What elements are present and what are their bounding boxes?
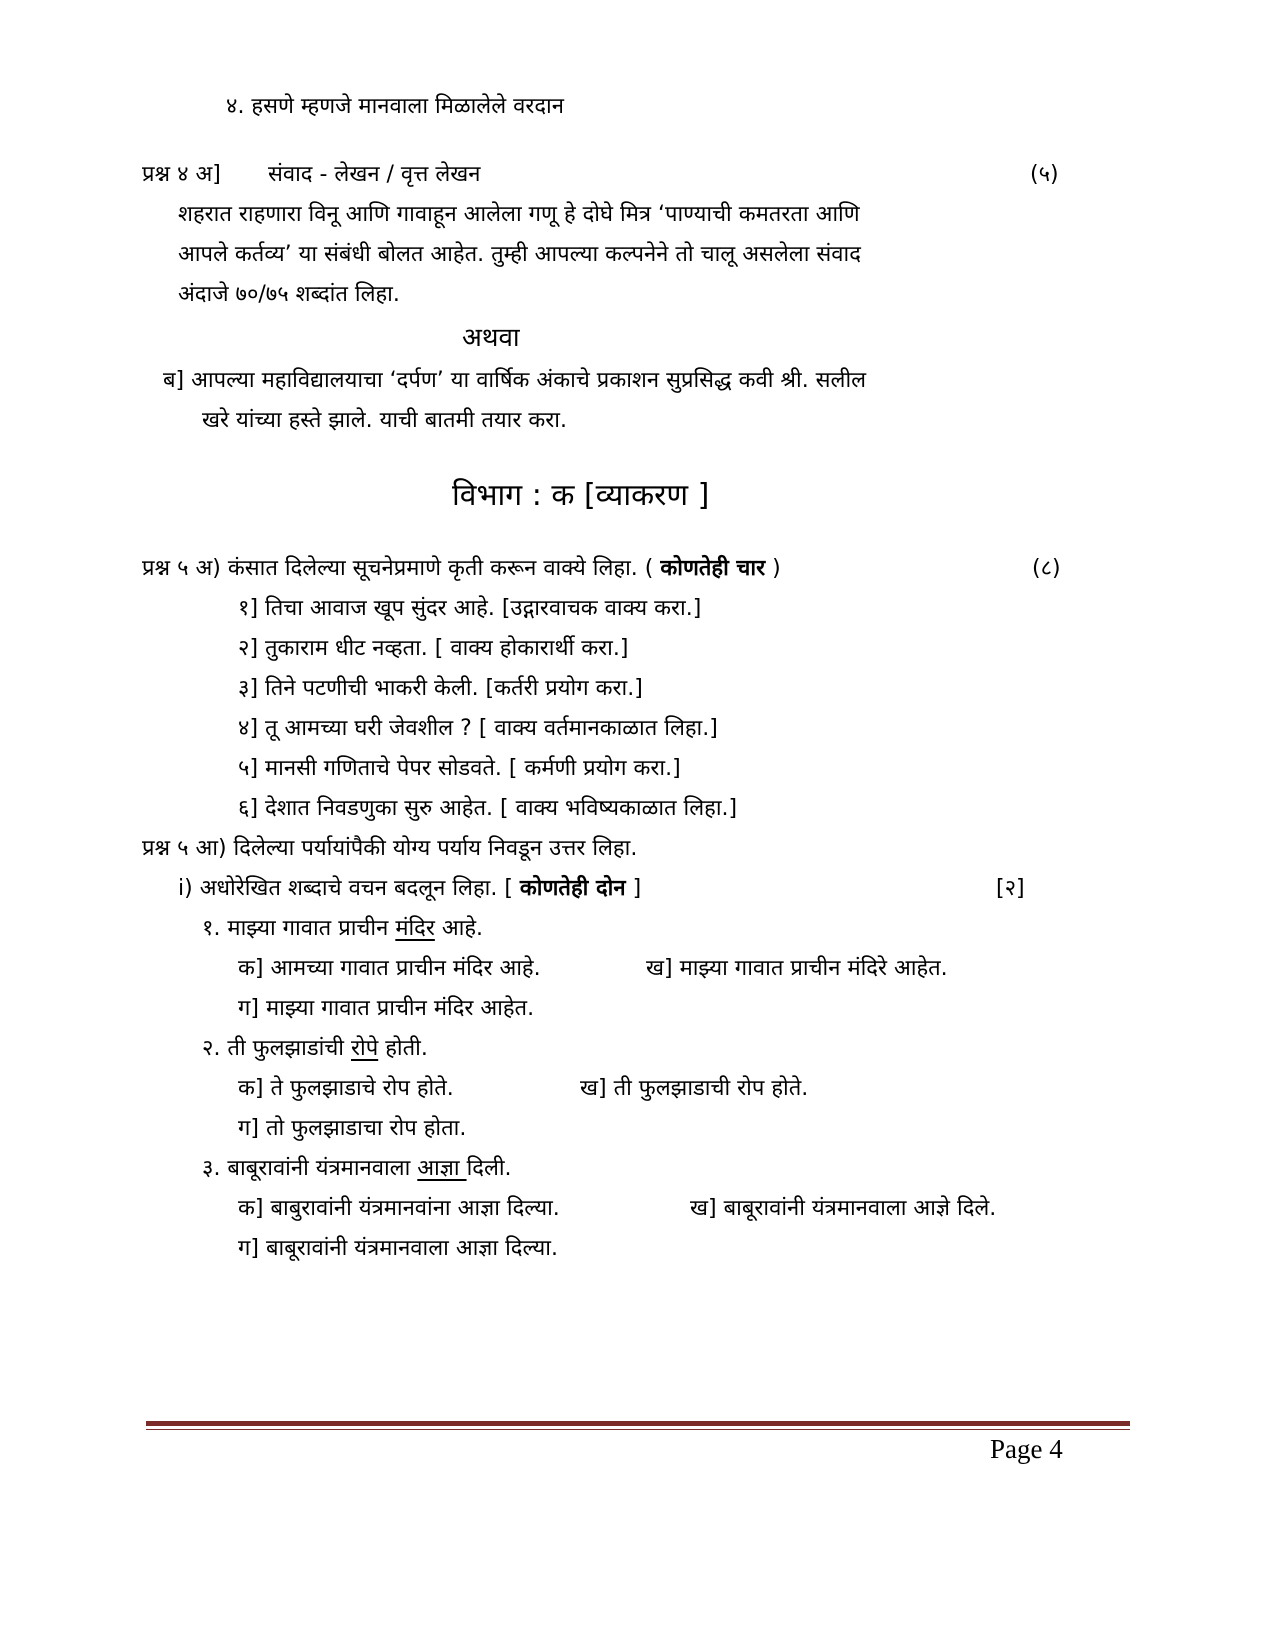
q5a-title [142, 554, 781, 584]
q5a-item: ४] तू आमच्या घरी जेवशील ? [ वाक्य वर्तमानकाळात लिहा.] [238, 716, 718, 741]
q5aa-q1 [202, 914, 483, 944]
q5aa-sub-title [178, 874, 641, 904]
q5a-title-suffix: ) [765, 556, 781, 581]
q5aa-sub-marks: [२] [996, 876, 1025, 901]
q5aa-q2-post: होती. [378, 1036, 428, 1061]
q5a-item: २] तुकाराम धीट नव्हता. [ वाक्य होकारार्थी करा.] [238, 636, 629, 661]
footer-rule-thick [146, 1421, 1130, 1426]
page-number: Page 4 [990, 1434, 1063, 1464]
q5a-title-prefix: प्रश्न ५ अ) कंसात दिलेल्या सूचनेप्रमाणे कृती करून वाक्ये लिहा. ( [142, 556, 661, 581]
q4-para-line: शहरात राहणारा विनू आणि गावाहून आलेला गणू हे दोघे मित्र ‘पाण्याची कमतरता आणि [178, 202, 860, 227]
q5aa-q2-pre: २. ती फुलझाडांची [202, 1036, 351, 1061]
q5aa-q1-option-kh: ख] माझ्या गावात प्राचीन मंदिरे आहेत. [646, 956, 948, 981]
q4-title: संवाद - लेखन / वृत्त लेखन [268, 162, 481, 187]
essay-topic-4: ४. हसणे म्हणजे मानवाला मिळालेले वरदान [226, 94, 564, 119]
q5aa-sub-suffix: ] [625, 876, 642, 901]
q5a-title-bold: कोणतेही चार [660, 556, 766, 581]
q4b-line: खरे यांच्या हस्ते झाले. याची बातमी तयार करा. [202, 408, 567, 433]
q5aa-q3-post: दिली. [466, 1156, 512, 1181]
q5a-item: ३] तिने पटणीची भाकरी केली. [कर्तरी प्रयोग करा.] [238, 676, 643, 701]
q5a-item: ५] मानसी गणिताचे पेपर सोडवते. [ कर्मणी प्रयोग करा.] [238, 756, 681, 781]
q5aa-q1-option-g: ग] माझ्या गावात प्राचीन मंदिर आहेत. [238, 996, 535, 1021]
q5aa-q2-option-k: क] ते फुलझाडाचे रोप होते. [238, 1076, 454, 1101]
q5aa-q1-option-k: क] आमच्या गावात प्राचीन मंदिर आहे. [238, 956, 541, 981]
q4-para-line: अंदाजे ७०/७५ शब्दांत लिहा. [178, 282, 400, 307]
q5aa-sub-prefix: i) अधोरेखित शब्दाचे वचन बदलून लिहा. [ [178, 876, 520, 901]
section-heading: विभाग : क [व्याकरण ] [452, 478, 710, 513]
q5aa-title: प्रश्न ५ आ) दिलेल्या पर्यायांपैकी योग्य पर्याय निवडून उत्तर लिहा. [142, 836, 638, 861]
q5aa-q3-option-kh: ख] बाबूरावांनी यंत्रमानवाला आज्ञे दिले. [690, 1196, 997, 1221]
q5aa-q3-option-g: ग] बाबूरावांनी यंत्रमानवाला आज्ञा दिल्या. [238, 1236, 558, 1261]
q5aa-q2-option-kh: ख] ती फुलझाडाची रोप होते. [580, 1076, 809, 1101]
q4b-line: ब] आपल्या महाविद्यालयाचा ‘दर्पण’ या वार्षिक अंकाचे प्रकाशन सुप्रसिद्ध कवी श्री. सलील [163, 368, 867, 393]
q4-label: प्रश्न ४ अ] [142, 162, 221, 187]
footer-rule-thin [146, 1429, 1130, 1430]
q4-marks: (५) [1030, 162, 1059, 187]
q5aa-q3-underlined-word: आज्ञा [417, 1156, 467, 1181]
q5a-item: ६] देशात निवडणुका सुरु आहेत. [ वाक्य भविष्यकाळात लिहा.] [238, 796, 738, 821]
q5aa-q2-underlined-word: रोपे [351, 1036, 379, 1061]
q4-para-line: आपले कर्तव्य’ या संबंधी बोलत आहेत. तुम्ही आपल्या कल्पनेने तो चालू असलेला संवाद [178, 242, 861, 267]
q5a-item: १] तिचा आवाज खूप सुंदर आहे. [उद्गारवाचक वाक्य करा.] [238, 596, 702, 621]
q5aa-q1-post: आहे. [434, 916, 484, 941]
q5aa-q3 [202, 1154, 512, 1184]
or-separator: अथवा [462, 323, 520, 353]
q5aa-sub-bold: कोणतेही दोन [519, 876, 626, 901]
q5aa-q2-option-g: ग] तो फुलझाडाचा रोप होता. [238, 1116, 467, 1141]
q5aa-q3-pre: ३. बाबूरावांनी यंत्रमानवाला [202, 1156, 418, 1181]
q5aa-q2 [202, 1034, 428, 1064]
q5aa-q1-underlined-word: मंदिर [395, 916, 435, 941]
q5a-marks: (८) [1032, 556, 1061, 581]
q5aa-q3-option-k: क] बाबुरावांनी यंत्रमानवांना आज्ञा दिल्या. [238, 1196, 560, 1221]
q5aa-q1-pre: १. माझ्या गावात प्राचीन [202, 916, 396, 941]
